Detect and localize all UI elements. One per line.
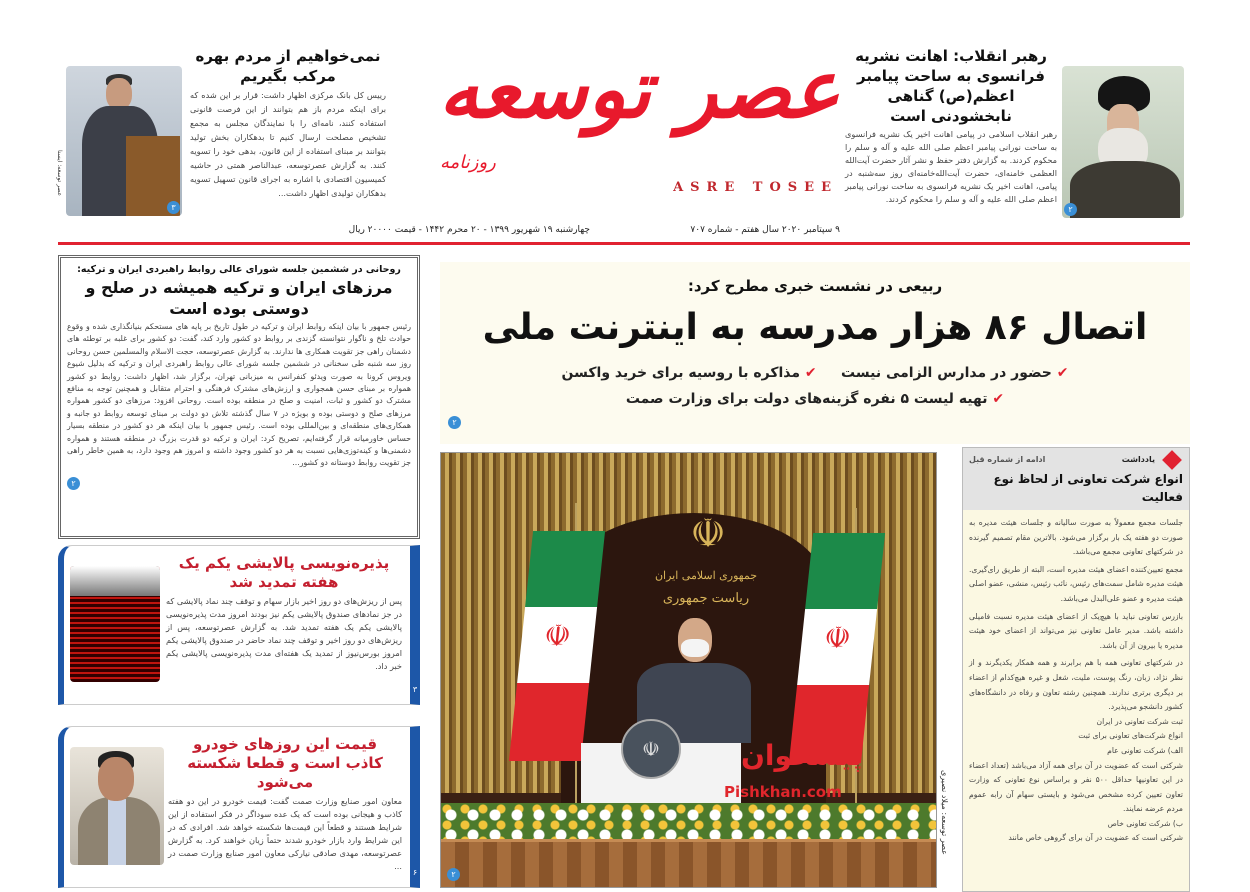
watermark: Pishkhan.com	[724, 783, 842, 801]
column-paragraph: بازرس تعاونی نباید با هیچ‌یک از اعضای هیئت مدیره نسبت فامیلی داشته باشد. مدیر عامل تعاونی نیز می‌تواند از اعضای خود هیئت مدیره یا بیرون از آن باشد.	[969, 611, 1183, 650]
check-icon: ✔	[992, 391, 1005, 407]
page-badge: ۲	[448, 416, 461, 429]
lead-bullet: ✔ حضور در مدارس الزامی نیست	[841, 365, 1069, 381]
podium-seal-icon: ☫	[621, 719, 681, 779]
car-body: معاون امور صنایع وزارت صمت گفت: قیمت خودرو در این دو هفته کاذب و هیجانی بوده است که یک عده سوداگر در فکر استفاده از این شرایط هستند و قطعاً این قیمت‌ها شکسته خواهد شد. افرادی که در این شرایط وارد بازار خودرو شدند حتماً زیان خواهند کرد. به گزارش عصرتوسعه، مهدی صادقی نیارکی معاون امور صنایع وزارت صمت در ...	[168, 796, 402, 871]
top-left-article	[190, 46, 386, 200]
page-badge: ۳	[167, 201, 180, 214]
column-headline[interactable]: انواع شرکت تعاونی از لحاظ نوع فعالیت	[993, 472, 1183, 504]
bourse-article	[58, 545, 420, 705]
column-paragraph: انواع شرکت‌های تعاونی برای ثبت	[1078, 731, 1183, 741]
issue-info-right: ۹ سپتامبر ۲۰۲۰ سال هفتم - شماره ۷۰۷	[690, 225, 840, 235]
top-right-body: رهبر انقلاب اسلامی در پیامی اهانت اخیر یک نشریه فرانسوی به ساحت نورانی پیامبر اعظم صلی الله علیه و آله و سلم را محکوم کردند. به گزارش دفتر حفظ و نشر آثار حضرت آیت‌الله العظمی خامنه‌ای، حضرت آیت‌الله‌خامنه‌ای روز سه‌شنبه در پیامی، اهانت اخیر یک نشریه فرانسوی به ساحت نورانی پیامبر اعظم صلی الله علیه و آله و سلم را محکوم کردند.	[845, 129, 1057, 204]
top-left-body: رییس کل بانک مرکزی اظهار داشت: قرار بر این شده که برای اینکه مردم باز هم بتوانند از این فرصت قانونی استفاده کنند، نامه‌ای را با نمایندگان مجلس به مجمع تشخیص مصلحت ارسال کنیم تا بدهکاران بخش تولید بتوانند بر مبنای استفاده از این قانون، بدهی خود را تسویه کنند. به گزارش عصرتوسعه، عبدالناصر همتی در حاشیه کمیسیون اقتصادی با اشاره به اجرای قانون تسهیل تسویه بدهکاران تولیدی اظهار داشت...	[190, 90, 386, 198]
page-number: ۳	[412, 685, 418, 694]
check-icon: ✔	[804, 365, 817, 381]
top-left-headline[interactable]: نمی‌خواهیم از مردم بهره مرکب بگیریم	[195, 47, 381, 85]
bourse-body: پس از ریزش‌های دو روز اخیر بازار سهام و توقف چند نماد پالایشی که در جز نمادهای صندوق پالایشی یکم نیز بودند امروز مدت پذیره‌نویسی پالایشی یکم یک هفته تمدید شد. به گزارش عصرتوسعه، پس از ریزش‌های دو روز اخیر و توقف چند نماد حاضر در صندوق پالایشی یکم امروز بورس‌نیوز از تمدید یک هفته‌ای مدت پذیره‌نویسی پالایشی یکم خبر داد.	[166, 596, 402, 671]
turkey-body: رئیس جمهور با بیان اینکه روابط ایران و ترکیه در طول تاریخ بر پایه های مستحکم بنیانگذاری شده و وقوع حوادث تلخ و ناگوار نتوانسته گزندی بر روابط دو کشور وارد کند، گفت: دو کشور برای غلبه بر توطئه های دشمنان راهی جز تقویت همکاری ها ندارند. به گزارش عصرتوسعه، حجت الاسلام والمسلمین حسن روحانی روز سه شنبه طی سخنانی در ششمین جلسه شورای عالی روابط راهبردی ایران و ترکیه که بدلیل شیوع ویروس کرونا به صورت ویدئو کنفرانس به میزبانی تهران، برگزار شد، اظهار داشت: روابط دو کشور همواره بر مبنای حسن همجواری و ارزش‌های مشترک فرهنگی و احترام متقابل و همچنین توجه به منافع مشترک دو کشور و ثبات، امنیت و صلح در منطقه بوده است. روحانی افزود: مرزهای دو کشور همواره مرزهای صلح و دوستی بوده و بویژه در ۷ سال گذشته تلاش دو دولت بر مبنای توسعه روابط دو جانبه و همکاری‌های منطقه‌ای و بین‌المللی بوده است. رئیس جمهور با بیان اینکه هر دو کشور در منطقه بسیار حساس خاورمیانه قرار گرفته‌ایم، تصریح کرد: ایران و ترکیه دو قدرت بزرگ در منطقه هستند و همواره دشمنی‌ها و کینه‌توزی‌هایی نسبت به هر دو کشور وجود داشته و امروز هم وجود دارد، به همین خاطر راهی جز تقویت روابط دوستانه دو کشور...	[67, 322, 411, 468]
official-photo	[70, 747, 164, 865]
column-header	[963, 448, 1189, 510]
stock-board-photo	[70, 566, 160, 682]
press-conference-photo	[440, 452, 937, 888]
car-headline[interactable]: قیمت این روزهای خودرو کاذب است و قطعا شکسته می‌شود	[187, 735, 383, 791]
column-paragraph: در شرکتهای تعاونی همه با هم برابرند و همه همکار یکدیگرند و از نظر نژاد، زبان، رنگ پوست، ملیت، شغل و غیره هیچ‌کدام از اعضاء بر دیگری برتری ندارند. همچنین رشته تعاون و رفاه در دانشگاه‌های کشور دانشجو می‌پذیرد.	[969, 658, 1183, 712]
column-paragraph: شرکتی است که عضویت در آن برای همه آزاد می‌باشد (تعداد اعضاء در این تعاونیها حداقل ۵۰۰ نفر و براساس نوع تعاونی که وزارت تعاون تعیین کرده مشخص می‌شود و بایستی سهام آن رابه عموم مردم عرضه نمایند.	[969, 760, 1183, 814]
car-article	[58, 726, 420, 888]
photo-credit: عصر توسعه: ایسنا	[56, 150, 63, 197]
bourse-headline[interactable]: پذیره‌نویسی پالایشی یکم یک هفته تمدید شد	[178, 554, 390, 591]
column-paragraph: ثبت شرکت تعاونی در ایران	[1096, 716, 1183, 726]
column-paragraph: مجمع تعیین‌کننده اعضای هیئت مدیره است، البته از طریق رای‌گیری. هیئت مدیره شامل سمت‌های رئیس، نائب رئیس، منشی، عضو اصلی هیئت مدیره و عضو علی‌البدل می‌باشد.	[969, 564, 1183, 603]
column-label: یادداشت	[1121, 455, 1155, 464]
masthead-divider	[58, 242, 1190, 245]
turkey-kicker: روحانی در ششمین جلسه شورای عالی روابط راهبردی ایران و ترکیه:	[77, 264, 401, 275]
leader-photo	[1062, 66, 1184, 218]
lead-headline[interactable]: اتصال ۸۶ هزار مدرسه به اینترنت ملی	[482, 307, 1148, 348]
photo-credit: عصر توسعه: میلاد نصیری	[940, 770, 949, 855]
banker-photo	[66, 66, 182, 216]
page-badge: ۲	[1064, 203, 1077, 216]
lead-bullet: ✔ مذاکره با روسیه برای خرید واکسن	[561, 365, 817, 381]
continued-label: ادامه از شماره قبل	[969, 455, 1046, 464]
top-right-article	[845, 46, 1057, 206]
page-number: ۶	[412, 868, 418, 877]
column-paragraph: شرکتی است که عضویت در آن برای گروهی خاص مانند	[1008, 833, 1183, 843]
sign-text: ریاست جمهوری	[662, 591, 750, 606]
page-badge: ۲	[447, 868, 460, 881]
lead-kicker: ربیعی در نشست خبری مطرح کرد:	[687, 277, 943, 295]
column-paragraph: الف) شرکت تعاونی عام	[1107, 745, 1183, 755]
logo-latin: ASRE TOSEE	[673, 180, 838, 195]
logo-text: عصر توسعه	[438, 43, 840, 136]
column-paragraph: جلسات مجمع معمولاً به صورت سالیانه و جلسات هیئت مدیره به صورت دو هفته یک بار برگزار می‌شود. بالاترین مقام تصمیم گیرنده در شرکتهای تعاونی مجمع می‌باشد.	[969, 518, 1183, 557]
lead-bullet: ✔ تهیه لیست ۵ نفره گزینه‌های دولت برای وزارت صمت	[625, 391, 1005, 407]
turkey-headline[interactable]: مرزهای ایران و ترکیه همیشه در صلح و دوستی بوده است	[85, 278, 393, 318]
column-paragraph: ب) شرکت تعاونی خاص	[1107, 818, 1183, 828]
page-badge: ۲	[67, 477, 80, 490]
check-icon: ✔	[1056, 365, 1069, 381]
opinion-column	[962, 447, 1190, 892]
masthead-logo[interactable]	[420, 40, 840, 205]
watermark: پیشخوان	[741, 739, 863, 772]
top-right-headline[interactable]: رهبر انقلاب: اهانت نشریه فرانسوی به ساحت پیامبر اعظم(ص) گناهی نابخشودنی است	[855, 47, 1047, 125]
issue-info-left: چهارشنبه ۱۹ شهریور ۱۳۹۹ - ۲۰ محرم ۱۴۴۲ - قیمت ۲۰۰۰۰ ریال	[348, 225, 590, 235]
sign-text: جمهوری اسلامی ایران	[654, 569, 758, 582]
lead-story	[440, 262, 1190, 444]
turkey-article	[58, 255, 420, 539]
logo-small-text: روزنامه	[440, 152, 496, 173]
emblem-icon: ☫	[690, 511, 726, 557]
diamond-icon	[1162, 450, 1182, 470]
